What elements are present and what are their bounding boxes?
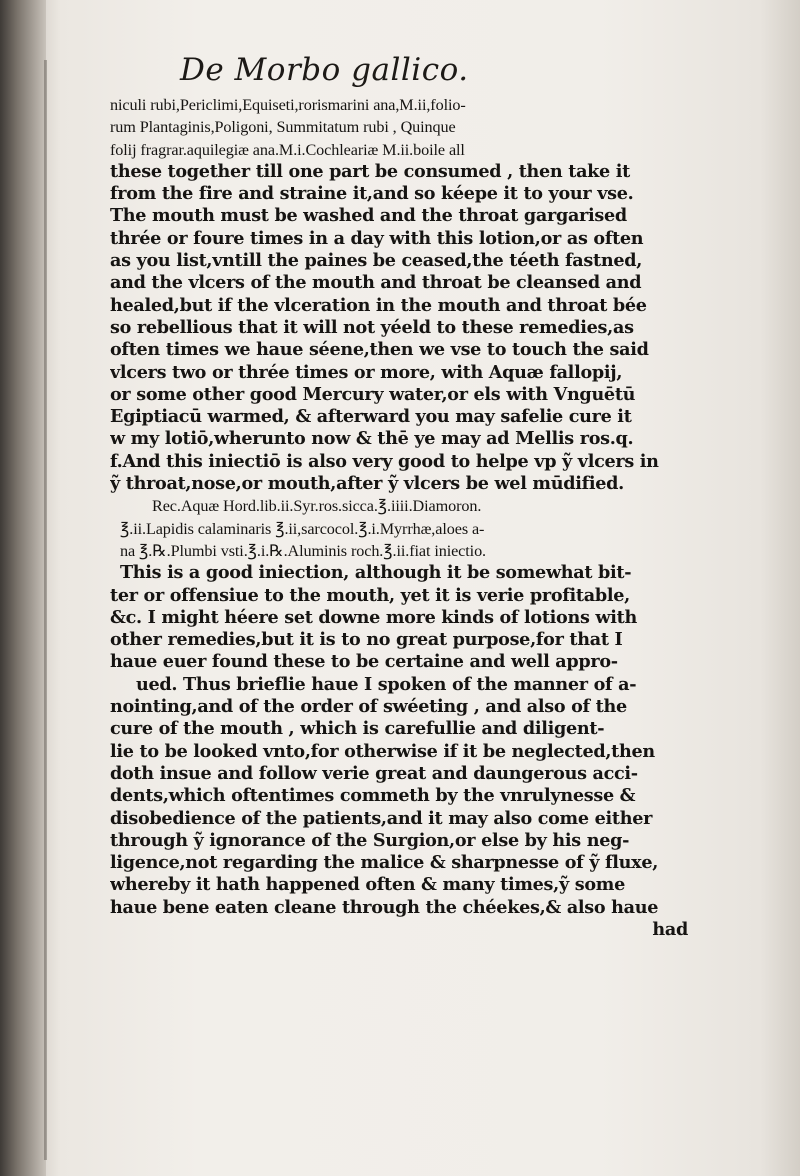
text-line: through ỹ ignorance of the Surgion,or else by his neg- [110,829,630,851]
text-line: ℥.ii.Lapidis calaminaris ℥.ii,sarcocol.℥.i.Myrrhæ,aloes a- [120,519,485,538]
book-binding-edge [0,0,46,1176]
text-line: lie to be looked vnto,for otherwise if it be neglected,then [110,740,655,762]
page-content [110,46,700,1166]
text-line: f.And this iniectiō is also very good to helpe vp ỹ vlcers in [110,450,659,472]
text-line: ligence,not regarding the malice & sharpnesse of ỹ fluxe, [110,852,659,874]
catchword: had [652,918,688,940]
page-gutter [44,60,47,1160]
text-line: often times we haue séene,then we vse to touch the said [110,339,649,361]
text-line: so rebellious that it will not yéeld to these remedies,as [110,316,634,338]
text-line: from the fire and straine it,and so kéepe it to your vse. [110,183,634,205]
text-line: folij fragrar.aquilegiæ ana.M.i.Cochleariæ M.ii.boile all [110,140,465,159]
text-line: &c. I might héere set downe more kinds of lotions with [110,606,637,628]
text-line: This is a good iniection, although it be somewhat bit- [120,562,632,584]
text-line: haue bene eaten cleane through the chéekes,& also haue [110,896,659,918]
text-line: nointing,and of the order of swéeting , and also of the [110,696,627,718]
text-line: or some other good Mercury water,or els with Vnguētū [110,383,636,405]
text-line: niculi rubi,Periclimi,Equiseti,rorismarini ana,M.ii,folio- [110,96,466,114]
running-head: De Morbo gallico. [180,52,469,88]
text-line: whereby it hath happened often & many times,ỹ some [110,874,625,896]
text-line: na ℥.℞.Plumbi vsti.℥.i.℞.Aluminis roch.℥.ii.fiat iniectio. [120,541,487,560]
text-line: The mouth must be washed and the throat gargarised [110,205,627,227]
text-line: dents,which oftentimes commeth by the vnrulynesse & [110,785,636,807]
text-line: Egiptiacū warmed, & afterward you may safelie cure it [110,406,632,428]
text-line: doth insue and follow verie great and daungerous acci- [110,762,638,784]
text-line: disobedience of the patients,and it may also come either [110,807,653,829]
text-line: healed,but if the vlceration in the mouth and throat bée [110,294,647,316]
text-line: vlcers two or thrée times or more, with Aquæ fallopij, [110,361,623,383]
text-line: haue euer found these to be certaine and well appro- [110,651,618,673]
text-line: ỹ throat,nose,or mouth,after ỹ vlcers be wel mūdified. [110,473,624,495]
text-line: w my lotiō,wherunto now & thē ye may ad Mellis ros.q. [110,428,634,450]
text-line: these together till one part be consumed , then take it [110,160,630,182]
text-line: as you list,vntill the paines be ceased,the téeth fastned, [110,250,643,272]
text-line: rum Plantaginis,Poligoni, Summitatum rubi , Quinque [110,118,456,137]
text-line: and the vlcers of the mouth and throat be cleansed and [110,272,642,294]
text-line: other remedies,but it is to no great purpose,for that I [110,629,623,651]
text-line: ued. Thus brieflie haue I spoken of the manner of a- [136,673,637,695]
text-line: cure of the mouth , which is carefullie and diligent- [110,718,605,740]
text-line: Rec.Aquæ Hord.lib.ii.Syr.ros.sicca.℥.iiii.Diamoron. [152,497,482,516]
text-line: thrée or foure times in a day with this lotion,or as often [110,227,644,249]
body-text [110,94,700,941]
text-line: ter or offensiue to the mouth, yet it is verie profitable, [110,584,630,606]
